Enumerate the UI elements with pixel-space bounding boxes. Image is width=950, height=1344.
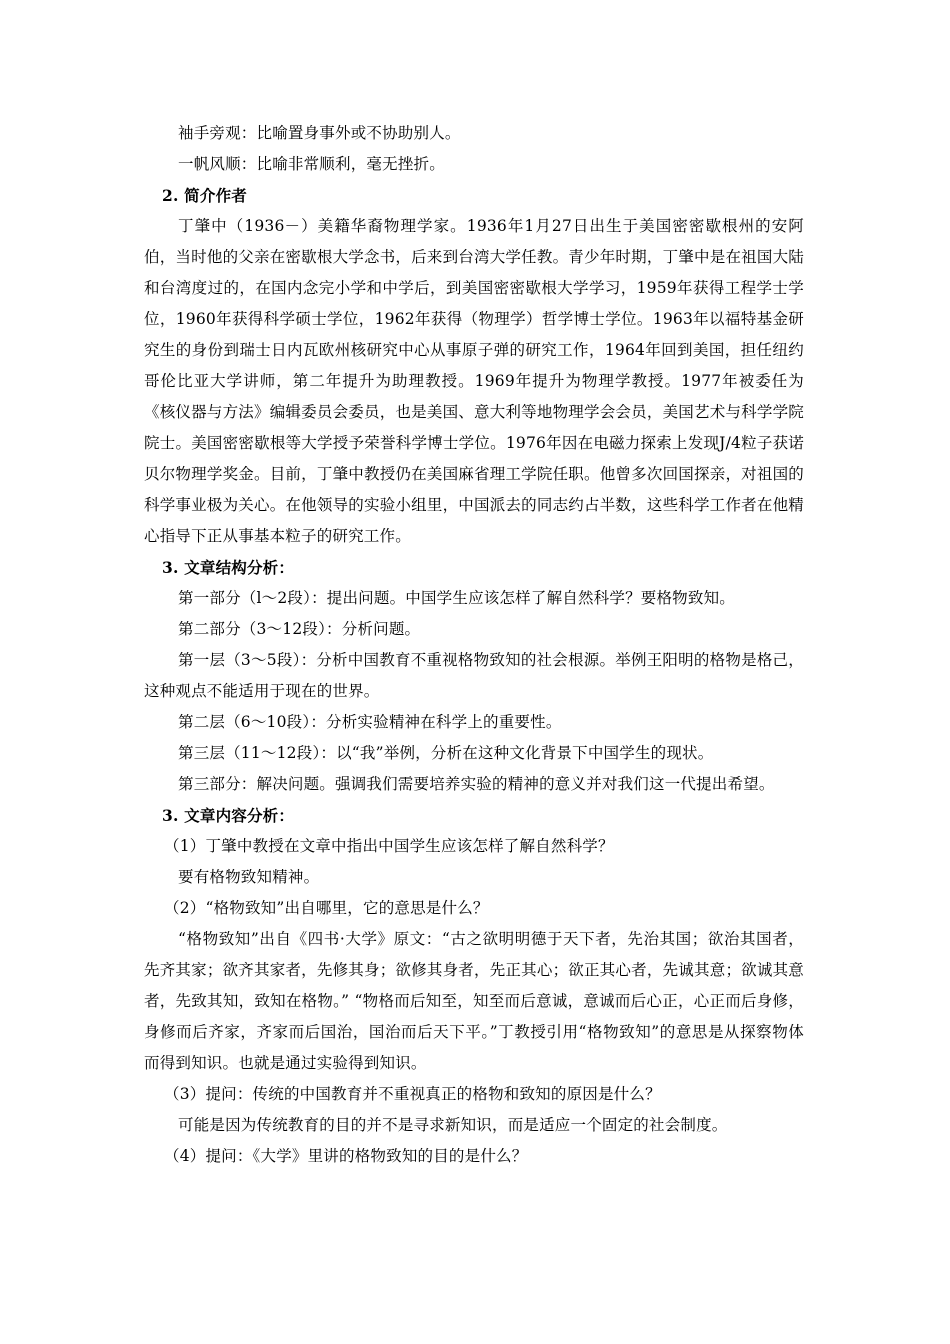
section-heading-author: 2. 简介作者 [162, 186, 247, 205]
idiom-definition: 袖手旁观：比喻置身事外或不协助别人。 [178, 124, 461, 142]
question-1: （1）丁肇中教授在文章中指出中国学生应该怎样了解自然科学？ [164, 837, 614, 855]
structure-part-1: 第一部分（l～2段）：提出问题。中国学生应该怎样了解自然科学？要格物致知。 [178, 589, 735, 607]
structure-layer-2: 第二层（6～10段）：分析实验精神在科学上的重要性。 [178, 713, 562, 731]
question-2: （2）“格物致知”出自哪里，它的意思是什么？ [164, 899, 489, 917]
question-4: （4）提问：《大学》里讲的格物致知的目的是什么？ [164, 1147, 528, 1165]
structure-part-2: 第二部分（3～12段）：分析问题。 [178, 620, 421, 638]
section-heading-structure: 3. 文章结构分析： [162, 558, 295, 577]
section-heading-content: 3. 文章内容分析： [162, 806, 295, 825]
idiom-definition: 一帆风顺：比喻非常顺利，毫无挫折。 [178, 155, 445, 173]
document-body [144, 118, 804, 1172]
structure-layer-3: 第三层（11～12段）：以“我”举例，分析在这种文化背景下中国学生的现状。 [178, 744, 714, 762]
structure-layer-1: 第一层（3～5段）：分析中国教育不重视格物致知的社会根源。举例王阳明的格物是格己，这种观点不能适用于现在的世界。 [144, 651, 804, 700]
structure-part-3: 第三部分：解决问题。强调我们需要培养实验的精神的意义并对我们这一代提出希望。 [178, 775, 775, 793]
answer-1: 要有格物致知精神。 [178, 868, 320, 886]
question-3: （3）提问：传统的中国教育并不重视真正的格物和致知的原因是什么？ [164, 1085, 661, 1103]
answer-3: 可能是因为传统教育的目的并不是寻求新知识，而是适应一个固定的社会制度。 [178, 1116, 728, 1134]
answer-2: “格物致知”出自《四书·大学》原文：“古之欲明明德于天下者，先治其国；欲治其国者，先齐其家；欲齐其家者，先修其身；欲修其身者，先正其心；欲正其心者，先诚其意；欲诚其意者，先致其知，致知在格物。” “物格而后知至，知至而后意诚，意诚而后心正，心正而后身修，身修而后齐家，齐家而后国治，国治而后天下平。”丁教授引用“格物致知”的意思是从探察物体而得到知识。也就是通过实验得到知识。 [144, 930, 804, 1072]
author-biography: 丁肇中（1936－）美籍华裔物理学家。1936年1月27日出生于美国密密歇根州的安阿伯，当时他的父亲在密歇根大学念书，后来到台湾大学任教。青少年时期，丁肇中是在祖国大陆和台湾度过的，在国内念完小学和中学后，到美国密密歇根大学学习，1959年获得工程学士学位，1960年获得科学硕士学位，1962年获得（物理学）哲学博士学位。1963年以福特基金研究生的身份到瑞士日内瓦欧州核研究中心从事原子弹的研究工作，1964年回到美国，担任纽约哥伦比亚大学讲师，第二年提升为助理教授。1969年提升为物理学教授。1977年被委任为《核仪器与方法》编辑委员会委员，也是美国、意大利等地物理学会会员，美国艺术与科学学院院士。美国密密歇根等大学授予荣誉科学博士学位。1976年因在电磁力探索上发现J/4粒子获诺贝尔物理学奖金。目前，丁肇中教授仍在美国麻省理工学院任职。他曾多次回国探亲，对祖国的科学事业极为关心。在他领导的实验小组里，中国派去的同志约占半数，这些科学工作者在他精心指导下正从事基本粒子的研究工作。 [144, 217, 804, 545]
